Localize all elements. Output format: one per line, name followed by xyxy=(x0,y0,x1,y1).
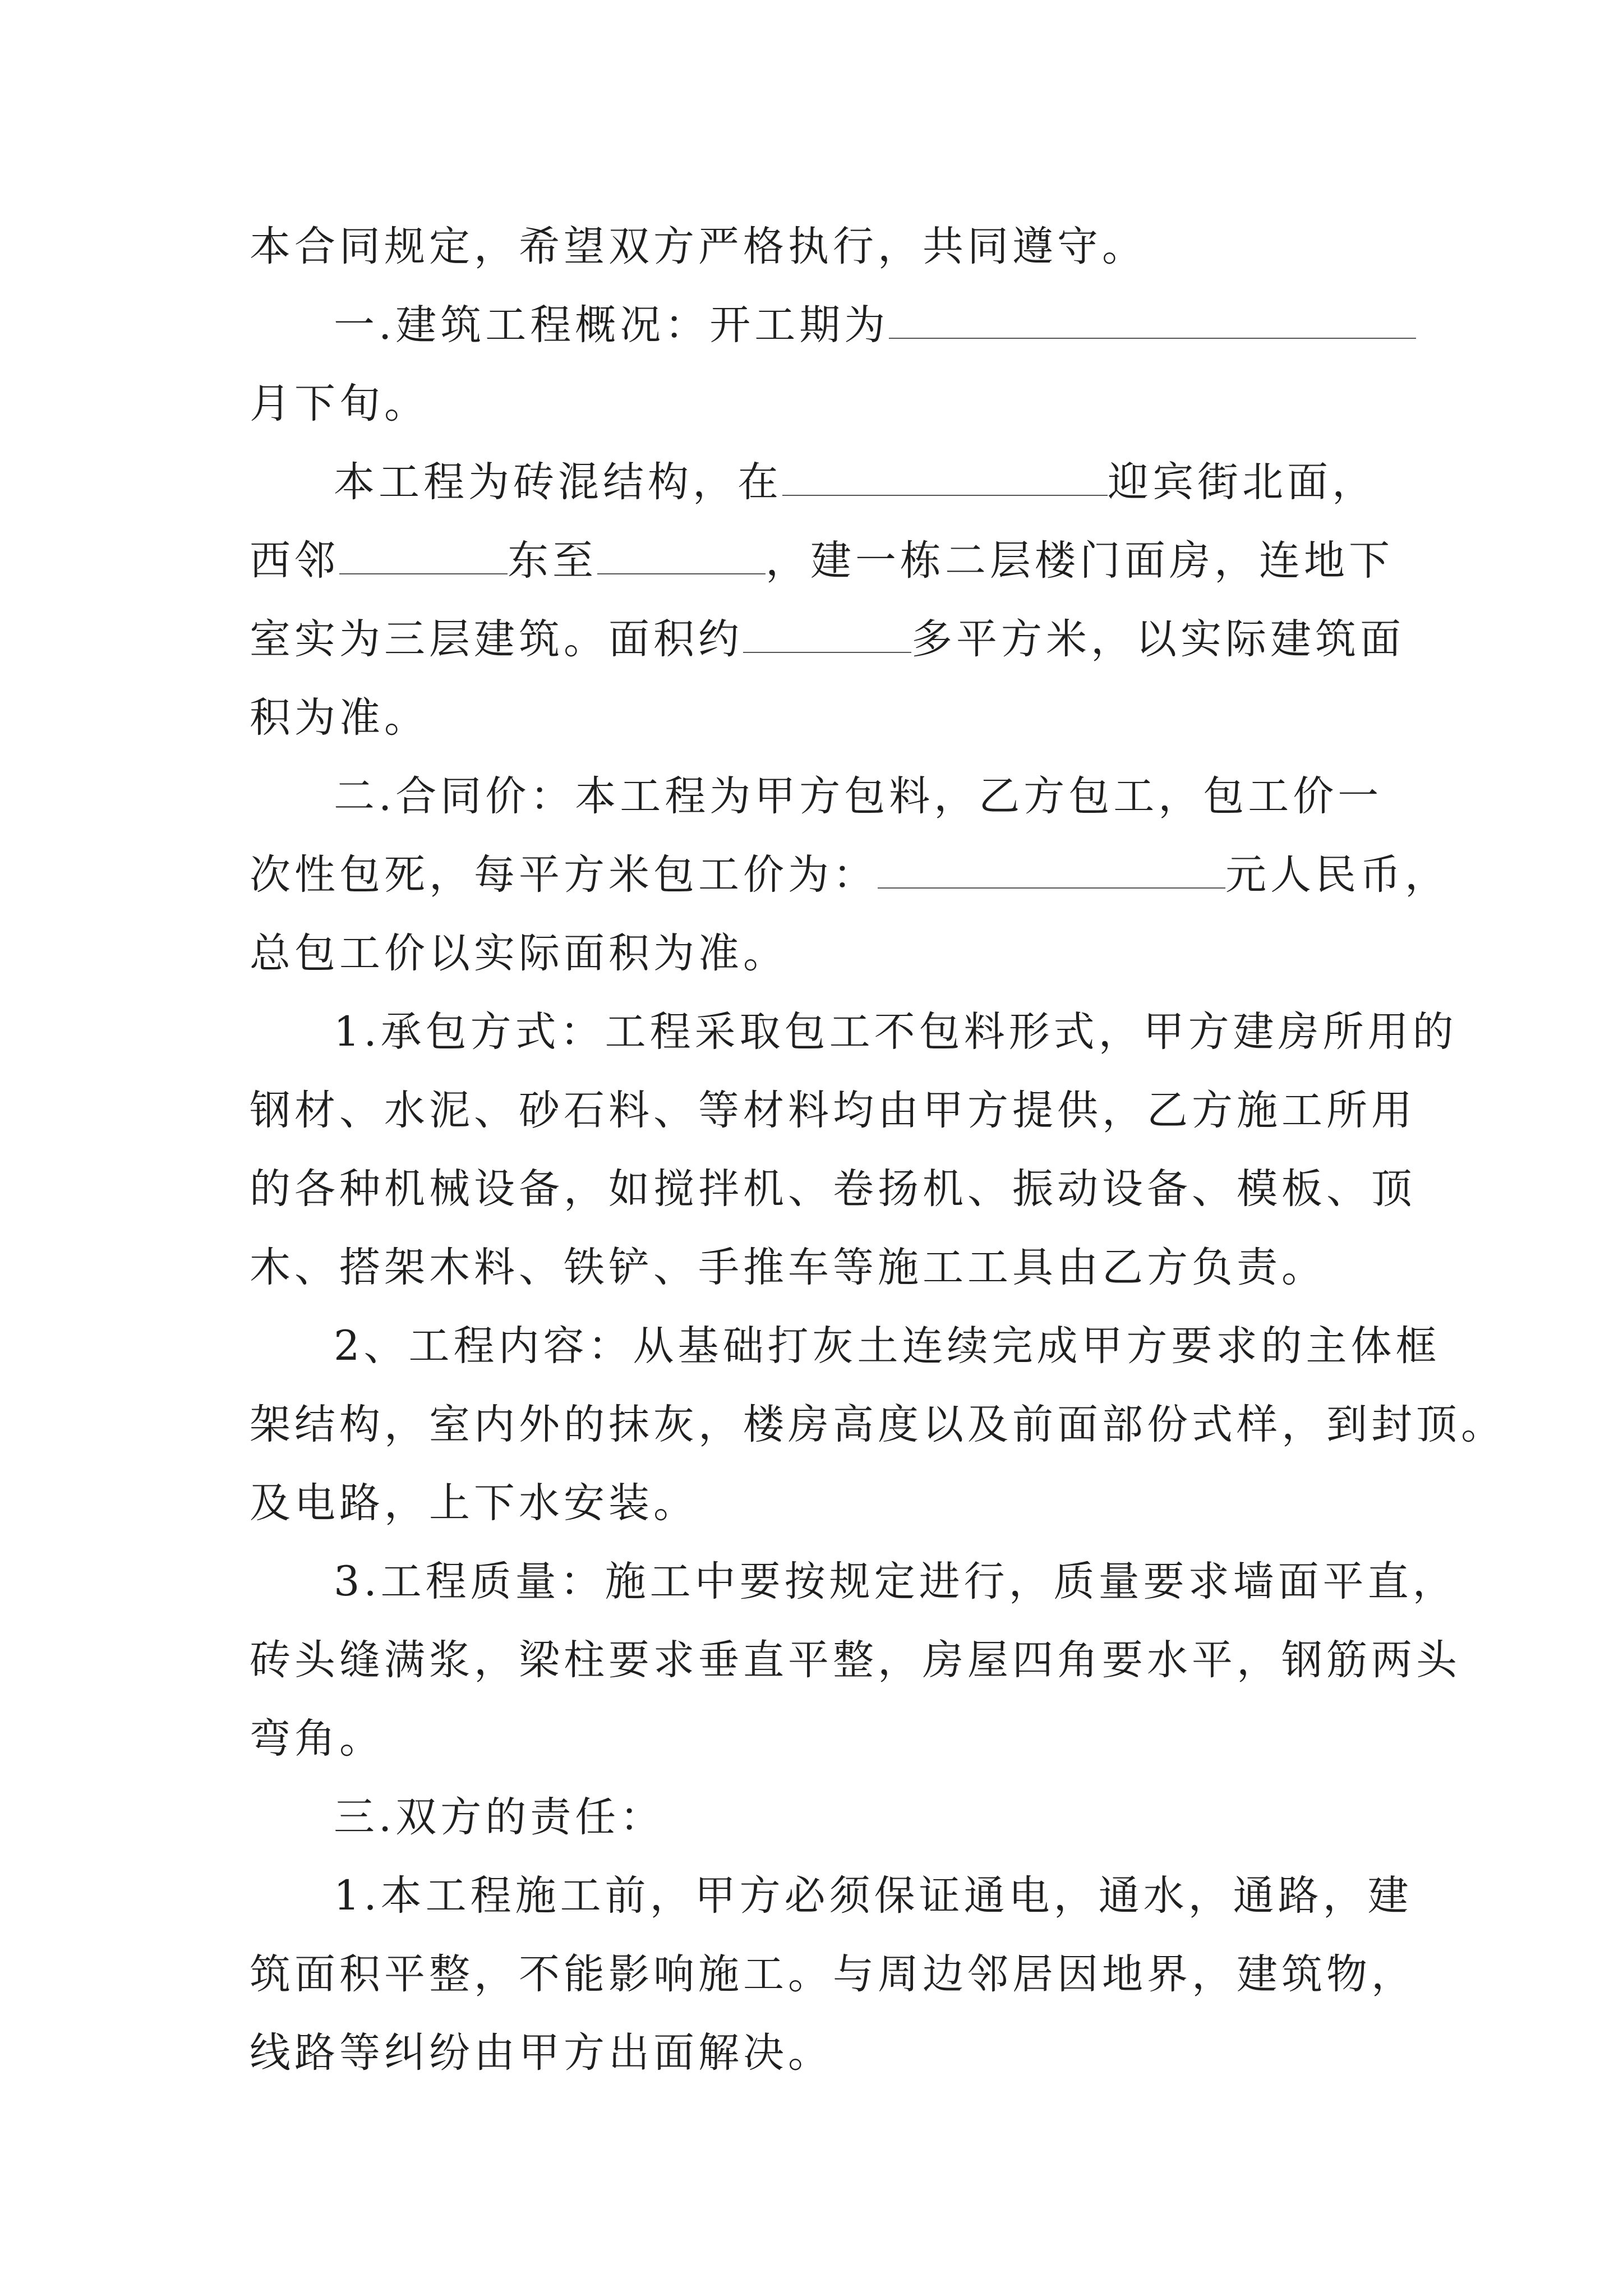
paragraph-intro xyxy=(250,208,1433,286)
text-line: 2、工程内容：从基础打灰土连续完成甲方要求的主体框 xyxy=(334,1322,1441,1370)
text-line: 线路等纠纷由甲方出面解决。 xyxy=(250,2029,833,2077)
paragraph-party-a-duty xyxy=(250,1857,1433,2092)
start-date-blank xyxy=(889,298,1416,339)
text-line: 3.工程质量：施工中要按规定进行，质量要求墙面平直， xyxy=(334,1558,1458,1605)
text-line: 总包工价以实际面积为准。 xyxy=(250,930,788,977)
paragraph-responsibilities-heading xyxy=(250,1778,1433,1857)
text-line: 本合同规定，希望双方严格执行，共同遵守。 xyxy=(250,223,1147,270)
west-neighbor-blank xyxy=(339,534,508,574)
text-line: 积为准。 xyxy=(250,694,429,742)
text-line: 钢材、水泥、砂石料、等材料均由甲方提供，乙方施工所用 xyxy=(250,1087,1416,1134)
text-line: 迎宾街北面， xyxy=(1108,458,1377,506)
text-line: 1.承包方式：工程采取包工不包料形式，甲方建房所用的 xyxy=(334,1008,1458,1056)
text-line: 室实为三层建筑。面积约 xyxy=(250,615,743,663)
paragraph-work-content xyxy=(250,1307,1506,1543)
section-heading: 三.双方的责任： xyxy=(334,1793,665,1841)
text-line: 1.本工程施工前，甲方必须保证通电，通水，通路，建 xyxy=(334,1872,1413,1920)
text-line: 西邻 xyxy=(250,537,339,585)
east-boundary-blank xyxy=(597,534,766,574)
paragraph-structure xyxy=(250,443,1433,757)
paragraph-quality xyxy=(250,1543,1461,1778)
contract-body xyxy=(250,208,1506,2092)
text-line: 架结构，室内外的抹灰，楼房高度以及前面部份式样，到封顶。 xyxy=(250,1401,1506,1448)
text-line: 本工程为砖混结构，在 xyxy=(334,458,782,506)
text-line: 元人民币， xyxy=(1225,851,1450,899)
text-line: 木、搭架木料、铁铲、手推车等施工工具由乙方负责。 xyxy=(250,1244,1326,1291)
text-line: 砖头缝满浆，梁柱要求垂直平整，房屋四角要水平，钢筋两头 xyxy=(250,1636,1461,1684)
text-line: 的各种机械设备，如搅拌机、卷扬机、振动设备、模板、顶 xyxy=(250,1165,1416,1213)
site-location-blank xyxy=(782,455,1108,496)
text-line: 多平方米，以实际建筑面 xyxy=(911,615,1405,663)
area-blank xyxy=(743,613,911,653)
paragraph-contract-method xyxy=(250,993,1458,1307)
text-line: 二.合同价：本工程为甲方包料，乙方包工，包工价一 xyxy=(334,772,1383,820)
text-line: 一.建筑工程概况：开工期为 xyxy=(334,301,889,349)
text-line: 及电路，上下水安装。 xyxy=(250,1479,698,1527)
paragraph-contract-price xyxy=(250,757,1450,993)
text-line: 弯角。 xyxy=(250,1715,384,1763)
text-line: 次性包死，每平方米包工价为： xyxy=(250,851,878,899)
paragraph-project-overview xyxy=(250,286,1433,443)
text-line: ，建一栋二层楼门面房，连地下 xyxy=(766,537,1394,585)
text-line: 月下旬。 xyxy=(250,380,429,427)
unit-price-blank xyxy=(878,848,1225,889)
text-line: 东至 xyxy=(508,537,597,585)
text-line: 筑面积平整，不能影响施工。与周边邻居因地界，建筑物， xyxy=(250,1950,1416,1998)
